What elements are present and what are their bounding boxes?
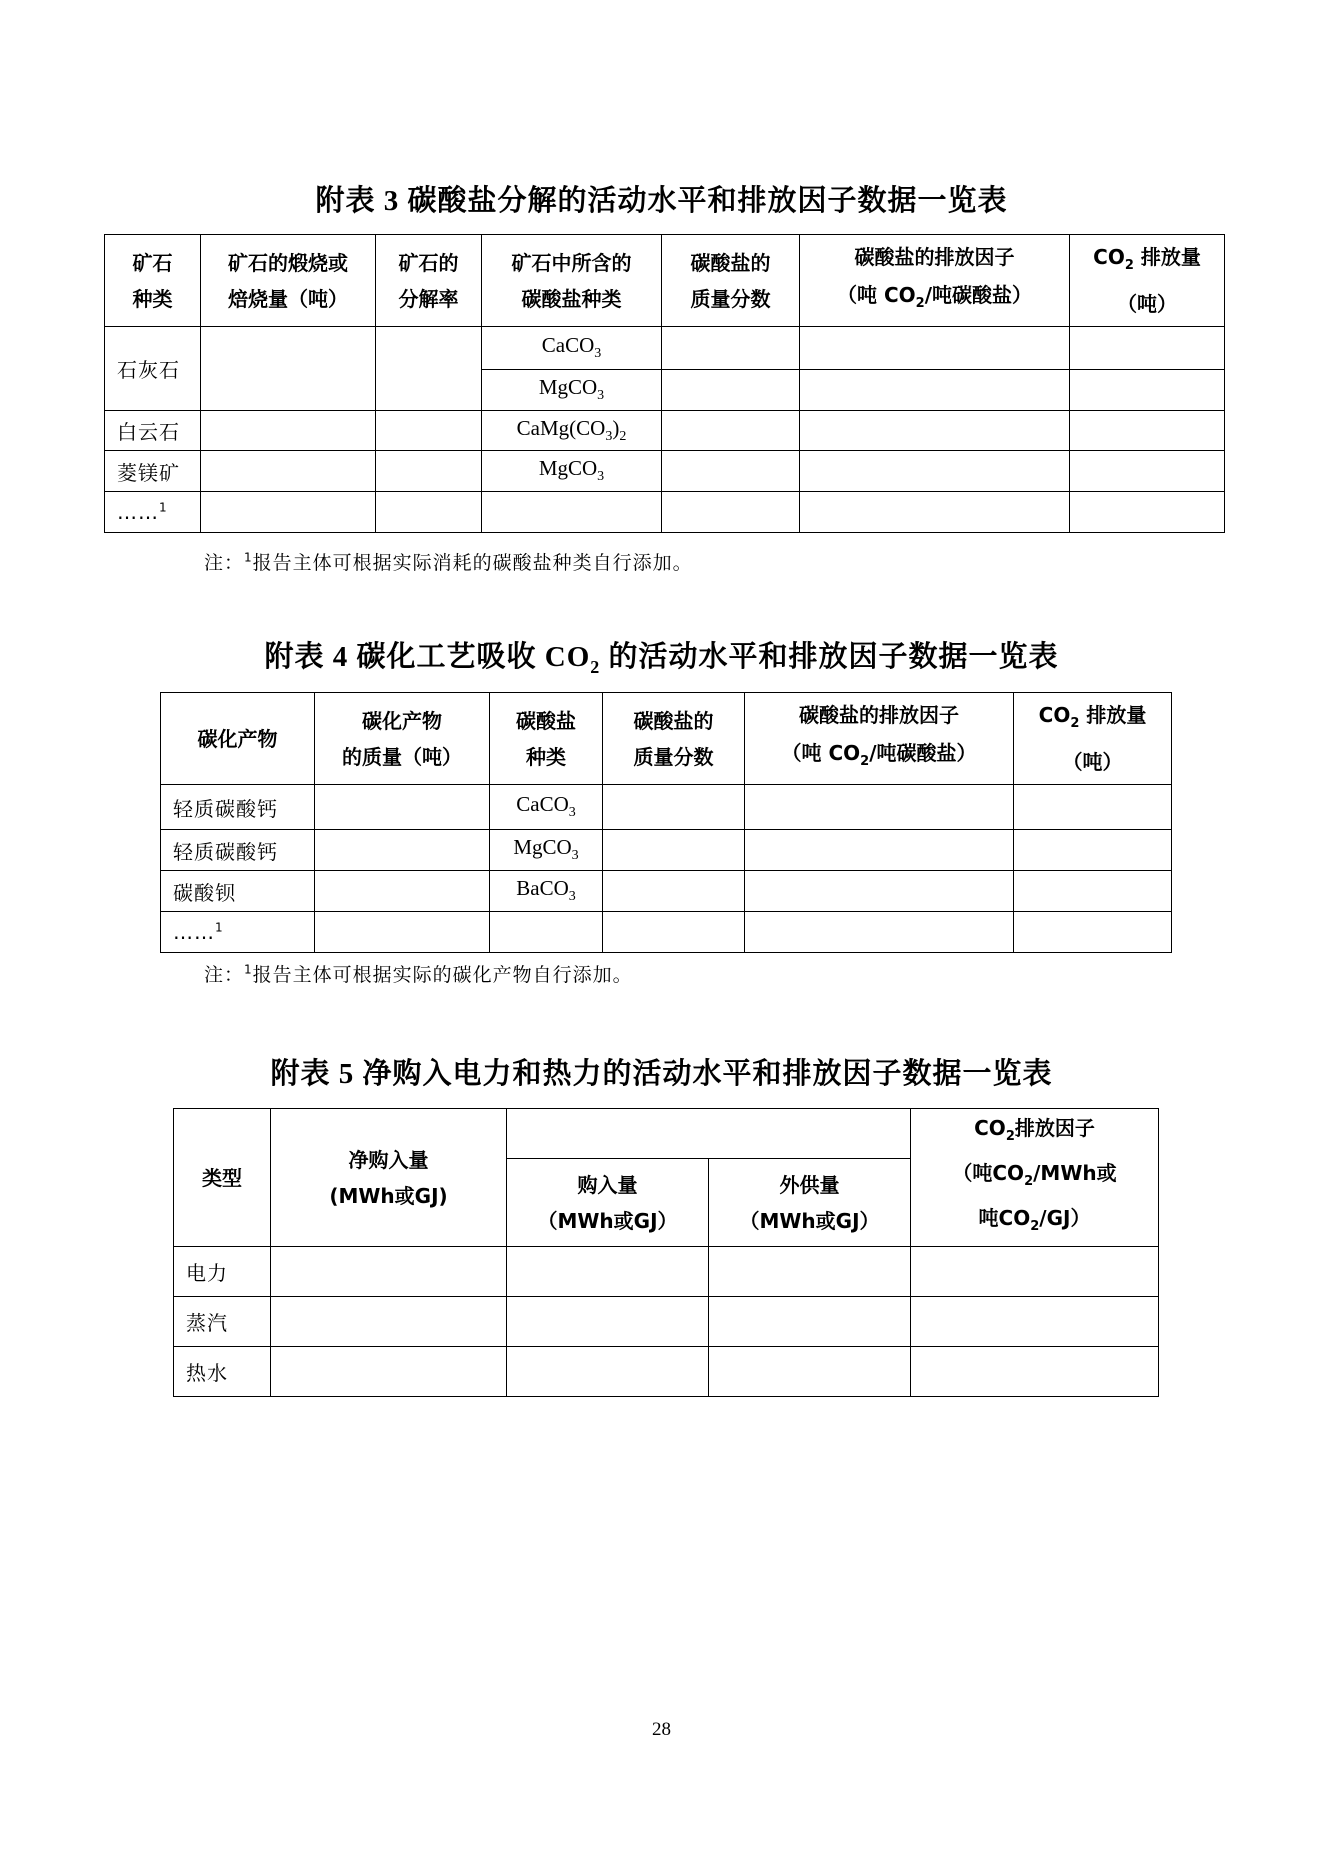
row-label-steam: 蒸汽 [174,1297,271,1347]
row-label-dolomite: 白云石 [105,411,201,451]
header-mass-fraction: 碳酸盐的 质量分数 [662,235,800,327]
table4-note: 注：$^1$报告主体可根据实际的碳化产物自行添加。 [204,962,633,986]
header-decomposition-rate: 矿石的 分解率 [376,235,482,327]
table-row [161,830,1172,871]
carbonate-camgco3: $CaMg(CO_3)_2$ [482,411,662,451]
carbonate-mgco3: MgCO$_3$ [490,830,603,871]
table-row [105,411,1225,451]
carbonate-caco3: CaCO$_3$ [490,785,603,830]
table5-title: 附表 5 净购入电力和热力的活动水平和排放因子数据一览表 [270,1056,1053,1090]
header-carbonate-type: 碳酸盐 种类 [490,693,603,785]
table4-title: 附表 4 碳化工艺吸收 $CO_2$ 的活动水平和排放因子数据一览表 [264,639,1059,677]
header-net-purchase: 净购入量 (MWh或GJ) [271,1109,507,1247]
header-carbonation-product: 碳化产物 [161,693,315,785]
header-type: 类型 [174,1109,271,1247]
table-row [174,1347,1159,1397]
table3-title: 附表 3 碳酸盐分解的活动水平和排放因子数据一览表 [315,183,1008,217]
table-row [174,1247,1159,1297]
row-label-limestone: 石灰石 [105,327,201,411]
row-label-light-calcium: 轻质碳酸钙 [161,785,315,830]
header-calcined-amount: 矿石的煅烧或 焙烧量（吨） [201,235,376,327]
header-supplied: 外供量 （MWh或GJ） [709,1159,911,1247]
row-label-light-calcium: 轻质碳酸钙 [161,830,315,871]
header-ore-type: 矿石 种类 [105,235,201,327]
header-co2-emission: $CO_2$ 排放量 （吨） [1014,693,1172,785]
row-label-electricity: 电力 [174,1247,271,1297]
header-co2-emission: $CO_2$ 排放量 （吨） [1070,235,1225,327]
carbonate-mgco3: MgCO$_3$ [482,451,662,492]
table-row [161,912,1172,953]
table-row [161,785,1172,830]
table-row [174,1297,1159,1347]
table-row [105,451,1225,492]
table4 [160,692,1172,953]
header-emission-factor: 碳酸盐的排放因子 （吨 $CO_2/$吨碳酸盐） [800,235,1070,327]
table4-header-row [161,693,1172,785]
page-number: 28 [652,1719,671,1740]
header-co2-emission-factor: $CO_2$排放因子 （吨$CO_2$/MWh或 吨$CO_2/GJ$） [911,1109,1159,1247]
table5 [173,1108,1159,1397]
row-label-magnesite: 菱镁矿 [105,451,201,492]
table-row [161,871,1172,912]
table3 [104,234,1225,533]
row-label-hot-water: 热水 [174,1347,271,1397]
row-label-ellipsis: ……$^1$ [161,912,315,953]
row-label-ellipsis: ……$^1$ [105,492,201,533]
header-carbonate-type: 矿石中所含的 碳酸盐种类 [482,235,662,327]
table-row [105,327,1225,370]
header-emission-factor: 碳酸盐的排放因子 （吨 $CO_2/$吨碳酸盐） [745,693,1014,785]
carbonate-mgco3: MgCO$_3$ [482,370,662,411]
table-row [105,492,1225,533]
table5-header-row [174,1109,1159,1159]
carbonate-baco3: BaCO$_3$ [490,871,603,912]
carbonate-caco3: CaCO$_3$ [482,327,662,370]
table3-header-row [105,235,1225,327]
table3-note: 注：$^1$报告主体可根据实际消耗的碳酸盐种类自行添加。 [204,550,693,574]
row-label-barium-carbonate: 碳酸钡 [161,871,315,912]
header-mass-fraction: 碳酸盐的 质量分数 [603,693,745,785]
header-purchased: 购入量 （MWh或GJ） [507,1159,709,1247]
header-product-mass: 碳化产物 的质量（吨） [315,693,490,785]
